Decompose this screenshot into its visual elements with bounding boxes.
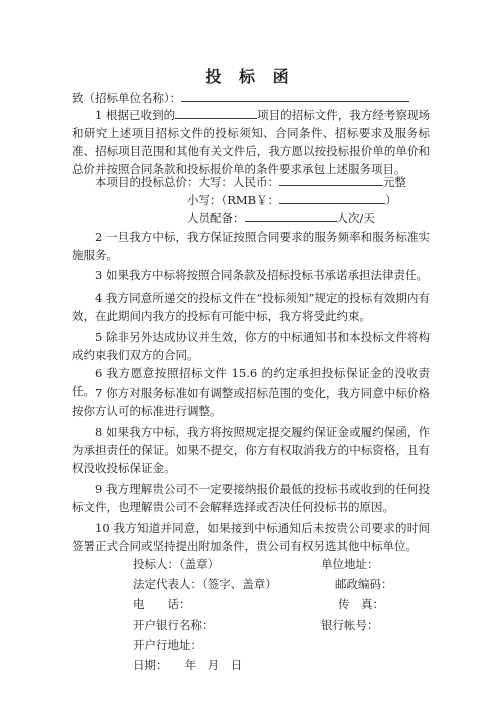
total-price-unit: 元整 xyxy=(383,175,406,189)
paragraph-7: 7 你方对服务标准如有调整或招标范围的变化，我方同意中标价格按你方认可的标准进行调整。 xyxy=(72,386,430,418)
phone-field: 电 话： xyxy=(133,597,191,611)
staffing-line xyxy=(187,209,375,227)
paragraph-1-prefix: 1 根据已收到的 xyxy=(95,108,176,122)
total-price-line xyxy=(95,173,406,191)
postcode-field: 邮政编码： xyxy=(335,577,393,591)
unit-address-field: 单位地址： xyxy=(321,557,379,571)
paragraph-1-suffix: 项目的招标文件，我方经考察现场和研究上述项目招标文件的投标须知、合同条件、招标要求及服务标准、招标项目范围和其他有关文件后，我方愿以按投标报价单的单价和总价并按照合同条款和投标报价单的条件要求承包上述服务项目。 xyxy=(72,108,430,176)
recipient-line xyxy=(72,90,409,106)
bank-address-field: 开户行地址： xyxy=(133,638,202,652)
paragraph-6: 6 我方愿意按照招标文件 15.6 的约定承担投标保证金的没收责任。 xyxy=(72,366,430,398)
bank-account-field: 银行帐号： xyxy=(321,618,379,632)
project-name-blank[interactable] xyxy=(175,107,257,119)
staffing-blank[interactable] xyxy=(245,210,337,222)
staffing-unit: 人次/天 xyxy=(336,211,375,225)
fax-field: 传 真： xyxy=(338,597,384,611)
paragraph-1 xyxy=(72,106,430,178)
price-figures-label: 小写：（RMB￥： xyxy=(187,193,280,207)
price-figures-close: ） xyxy=(385,193,397,207)
price-figures-blank[interactable] xyxy=(279,192,385,204)
paragraph-5: 5 除非另外达成协议并生效，你方的中标通知书和本投标文件将构成约束我们双方的合同。 xyxy=(72,330,430,362)
bidder-stamp: 投标人：（盖章） xyxy=(133,557,220,571)
recipient-label: 致（招标单位名称）： xyxy=(72,91,182,105)
total-price-label: 本项目的投标总价：大写：人民币： xyxy=(95,175,279,189)
bank-name-field: 开户银行名称： xyxy=(133,618,214,632)
paragraph-9: 9 我方理解贵公司不一定要接纳报价最低的投标书或收到的任何投标文件，也理解贵公司不会解释选择或否决任何投标书的原因。 xyxy=(72,482,430,514)
price-words-blank[interactable] xyxy=(279,174,383,186)
paragraph-3: 3 如果我方中标将按照合同条款及招标投标书承诺承担法律责任。 xyxy=(95,268,428,282)
legal-representative: 法定代表人：（签字、盖章） xyxy=(133,577,277,591)
staffing-label: 人员配备： xyxy=(187,211,245,225)
paragraph-4: 4 我方同意所递交的投标文件在“投标须知”规定的投标有效期内有效，在此期间内我方的投标有可能中标，我方将受此约束。 xyxy=(72,291,430,323)
paragraph-2: 2 一旦我方中标，我方保证按照合同要求的服务频率和服务标准实施服务。 xyxy=(72,230,430,262)
date-field: 日期： 年 月 日 xyxy=(133,658,243,672)
paragraph-10: 10 我方知道并同意，如果接到中标通知后未按贵公司要求的时间签署正式合同或坚持提出附加条件，贵公司有权另选其他中标单位。 xyxy=(72,521,430,553)
recipient-blank[interactable] xyxy=(181,90,409,102)
price-figures-line xyxy=(187,191,397,209)
document-title: 投 标 函 xyxy=(205,67,295,86)
paragraph-8: 8 如果我方中标，我方将按照规定提交履约保证金或履约保函，作为承担责任的保证。如果不提交，你方有权取消我方的中标资格，且有权没收投标保证金。 xyxy=(72,425,430,475)
